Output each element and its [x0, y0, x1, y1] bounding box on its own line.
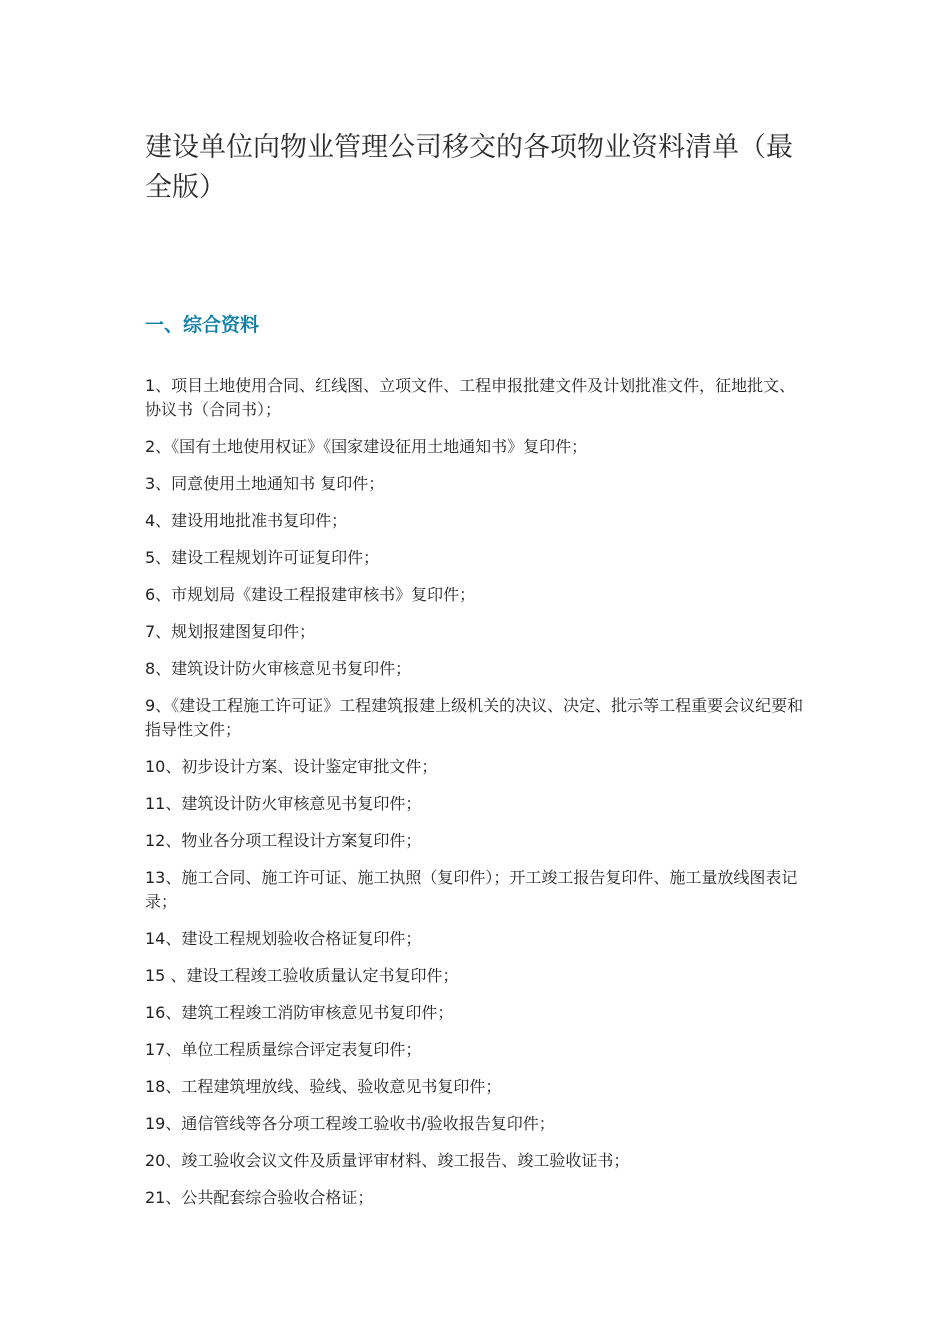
list-item: 18、工程建筑埋放线、验线、验收意见书复印件； — [145, 1077, 502, 1096]
list-item: 16、建筑工程竣工消防审核意见书复印件； — [145, 1003, 454, 1022]
list-item: 6、市规划局《建设工程报建审核书》复印件； — [145, 585, 476, 604]
list-item: 4、建设用地批准书复印件； — [145, 511, 348, 530]
list-item: 12、物业各分项工程设计方案复印件； — [145, 831, 422, 850]
list-item: 7、规划报建图复印件； — [145, 622, 316, 641]
section-heading: 一、综合资料 — [145, 314, 260, 336]
list-item: 17、单位工程质量综合评定表复印件； — [145, 1040, 422, 1059]
list-item: 9、《建设工程施工许可证》工程建筑报建上级机关的决议、决定、批示等工程重要会议纪要和指导性文件； — [145, 696, 804, 739]
list-item: 1、项目土地使用合同、红线图、立项文件、工程申报批建文件及计划批准文件，征地批文、协议书（合同书）； — [145, 376, 796, 419]
list-item: 15 、建设工程竣工验收质量认定书复印件； — [145, 966, 459, 985]
list-item: 14、建设工程规划验收合格证复印件； — [145, 929, 422, 948]
list-item: 21、公共配套综合验收合格证； — [145, 1188, 374, 1207]
list-item: 8、建筑设计防火审核意见书复印件； — [145, 659, 412, 678]
list-item: 11、建筑设计防火审核意见书复印件； — [145, 794, 422, 813]
list-item: 2、《国有土地使用权证》《国家建设征用土地通知书》复印件； — [145, 437, 588, 456]
item-list — [145, 374, 810, 1223]
document-title: 建设单位向物业管理公司移交的各项物业资料清单（最全版） — [145, 132, 793, 203]
list-item: 19、通信管线等各分项工程竣工验收书/验收报告复印件； — [145, 1114, 555, 1133]
list-item: 3、同意使用土地通知书 复印件； — [145, 474, 385, 493]
list-item: 20、竣工验收会议文件及质量评审材料、竣工报告、竣工验收证书； — [145, 1151, 630, 1170]
list-item: 10、初步设计方案、设计鉴定审批文件； — [145, 757, 438, 776]
list-item: 13、施工合同、施工许可证、施工执照（复印件）；开工竣工报告复印件、施工量放线图表记录； — [145, 868, 798, 911]
list-item: 5、建设工程规划许可证复印件； — [145, 548, 380, 567]
